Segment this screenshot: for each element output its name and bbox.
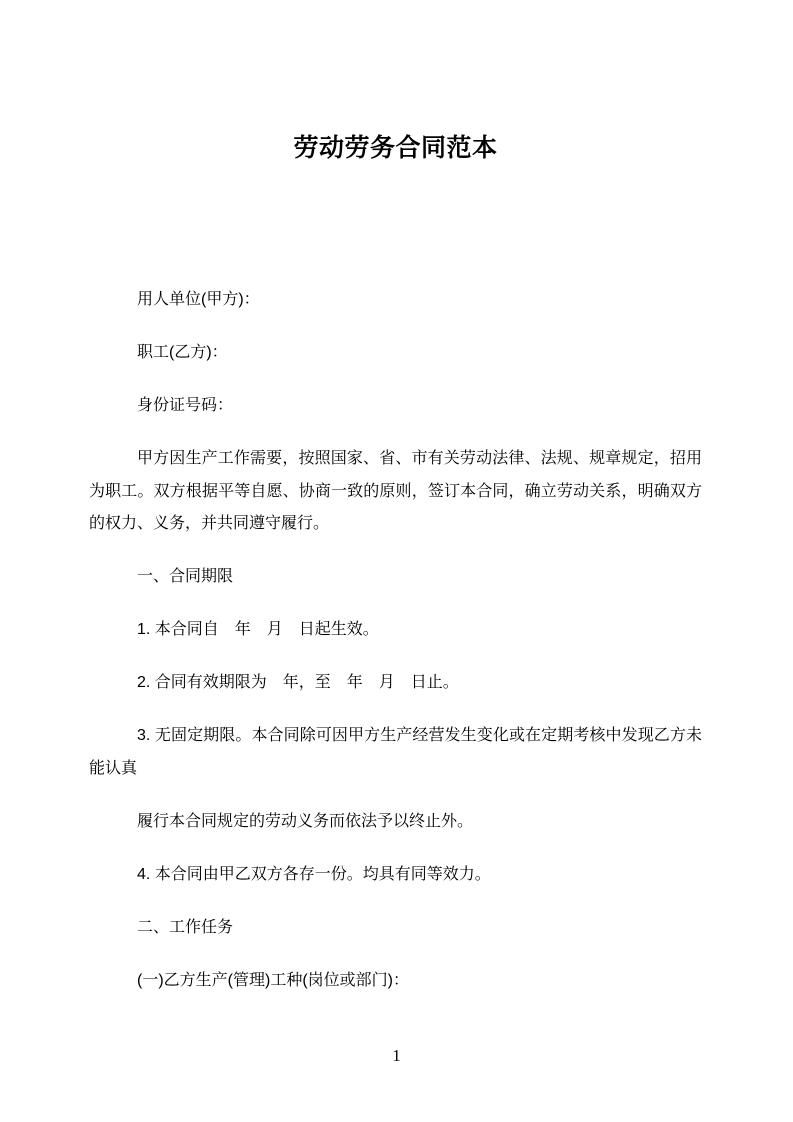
clause-2-1: (一)乙方生产(管理)工种(岗位或部门)： — [137, 971, 409, 989]
page-number: 1 — [392, 1046, 401, 1065]
party-b-label: 职工(乙方)： — [137, 344, 228, 361]
document-title: 劳动劳务合同范本 — [293, 134, 498, 162]
clause-1-3-continuation: 履行本合同规定的劳动义务而依法予以终止外。 — [137, 812, 474, 830]
clause-1-3: 3. 无固定期限。本合同除可因甲方生产经营发生变化或在定期考核中发现乙方未能认真 — [89, 727, 702, 777]
preamble-paragraph: 甲方因生产工作需要，按照国家、省、市有关劳动法律、法规、规章规定，招用为职工。双方根据平等自愿、协商一致的原则，签订本合同，确立劳动关系，明确双方的权力、义务，并共同遵守履行。 — [89, 450, 702, 532]
id-number-label: 身份证号码： — [137, 397, 234, 414]
section-2-heading: 二、工作任务 — [137, 918, 234, 936]
clause-1-2: 2. 合同有效期限为 年，至 年 月 日止。 — [137, 674, 459, 691]
clause-1-4: 4. 本合同由甲乙双方各存一份。均具有同等效力。 — [137, 865, 491, 883]
party-a-label: 用人单位(甲方)： — [137, 291, 260, 308]
clause-1-1: 1. 本合同自 年 月 日起生效。 — [137, 621, 379, 638]
section-1-heading: 一、合同期限 — [137, 568, 234, 585]
